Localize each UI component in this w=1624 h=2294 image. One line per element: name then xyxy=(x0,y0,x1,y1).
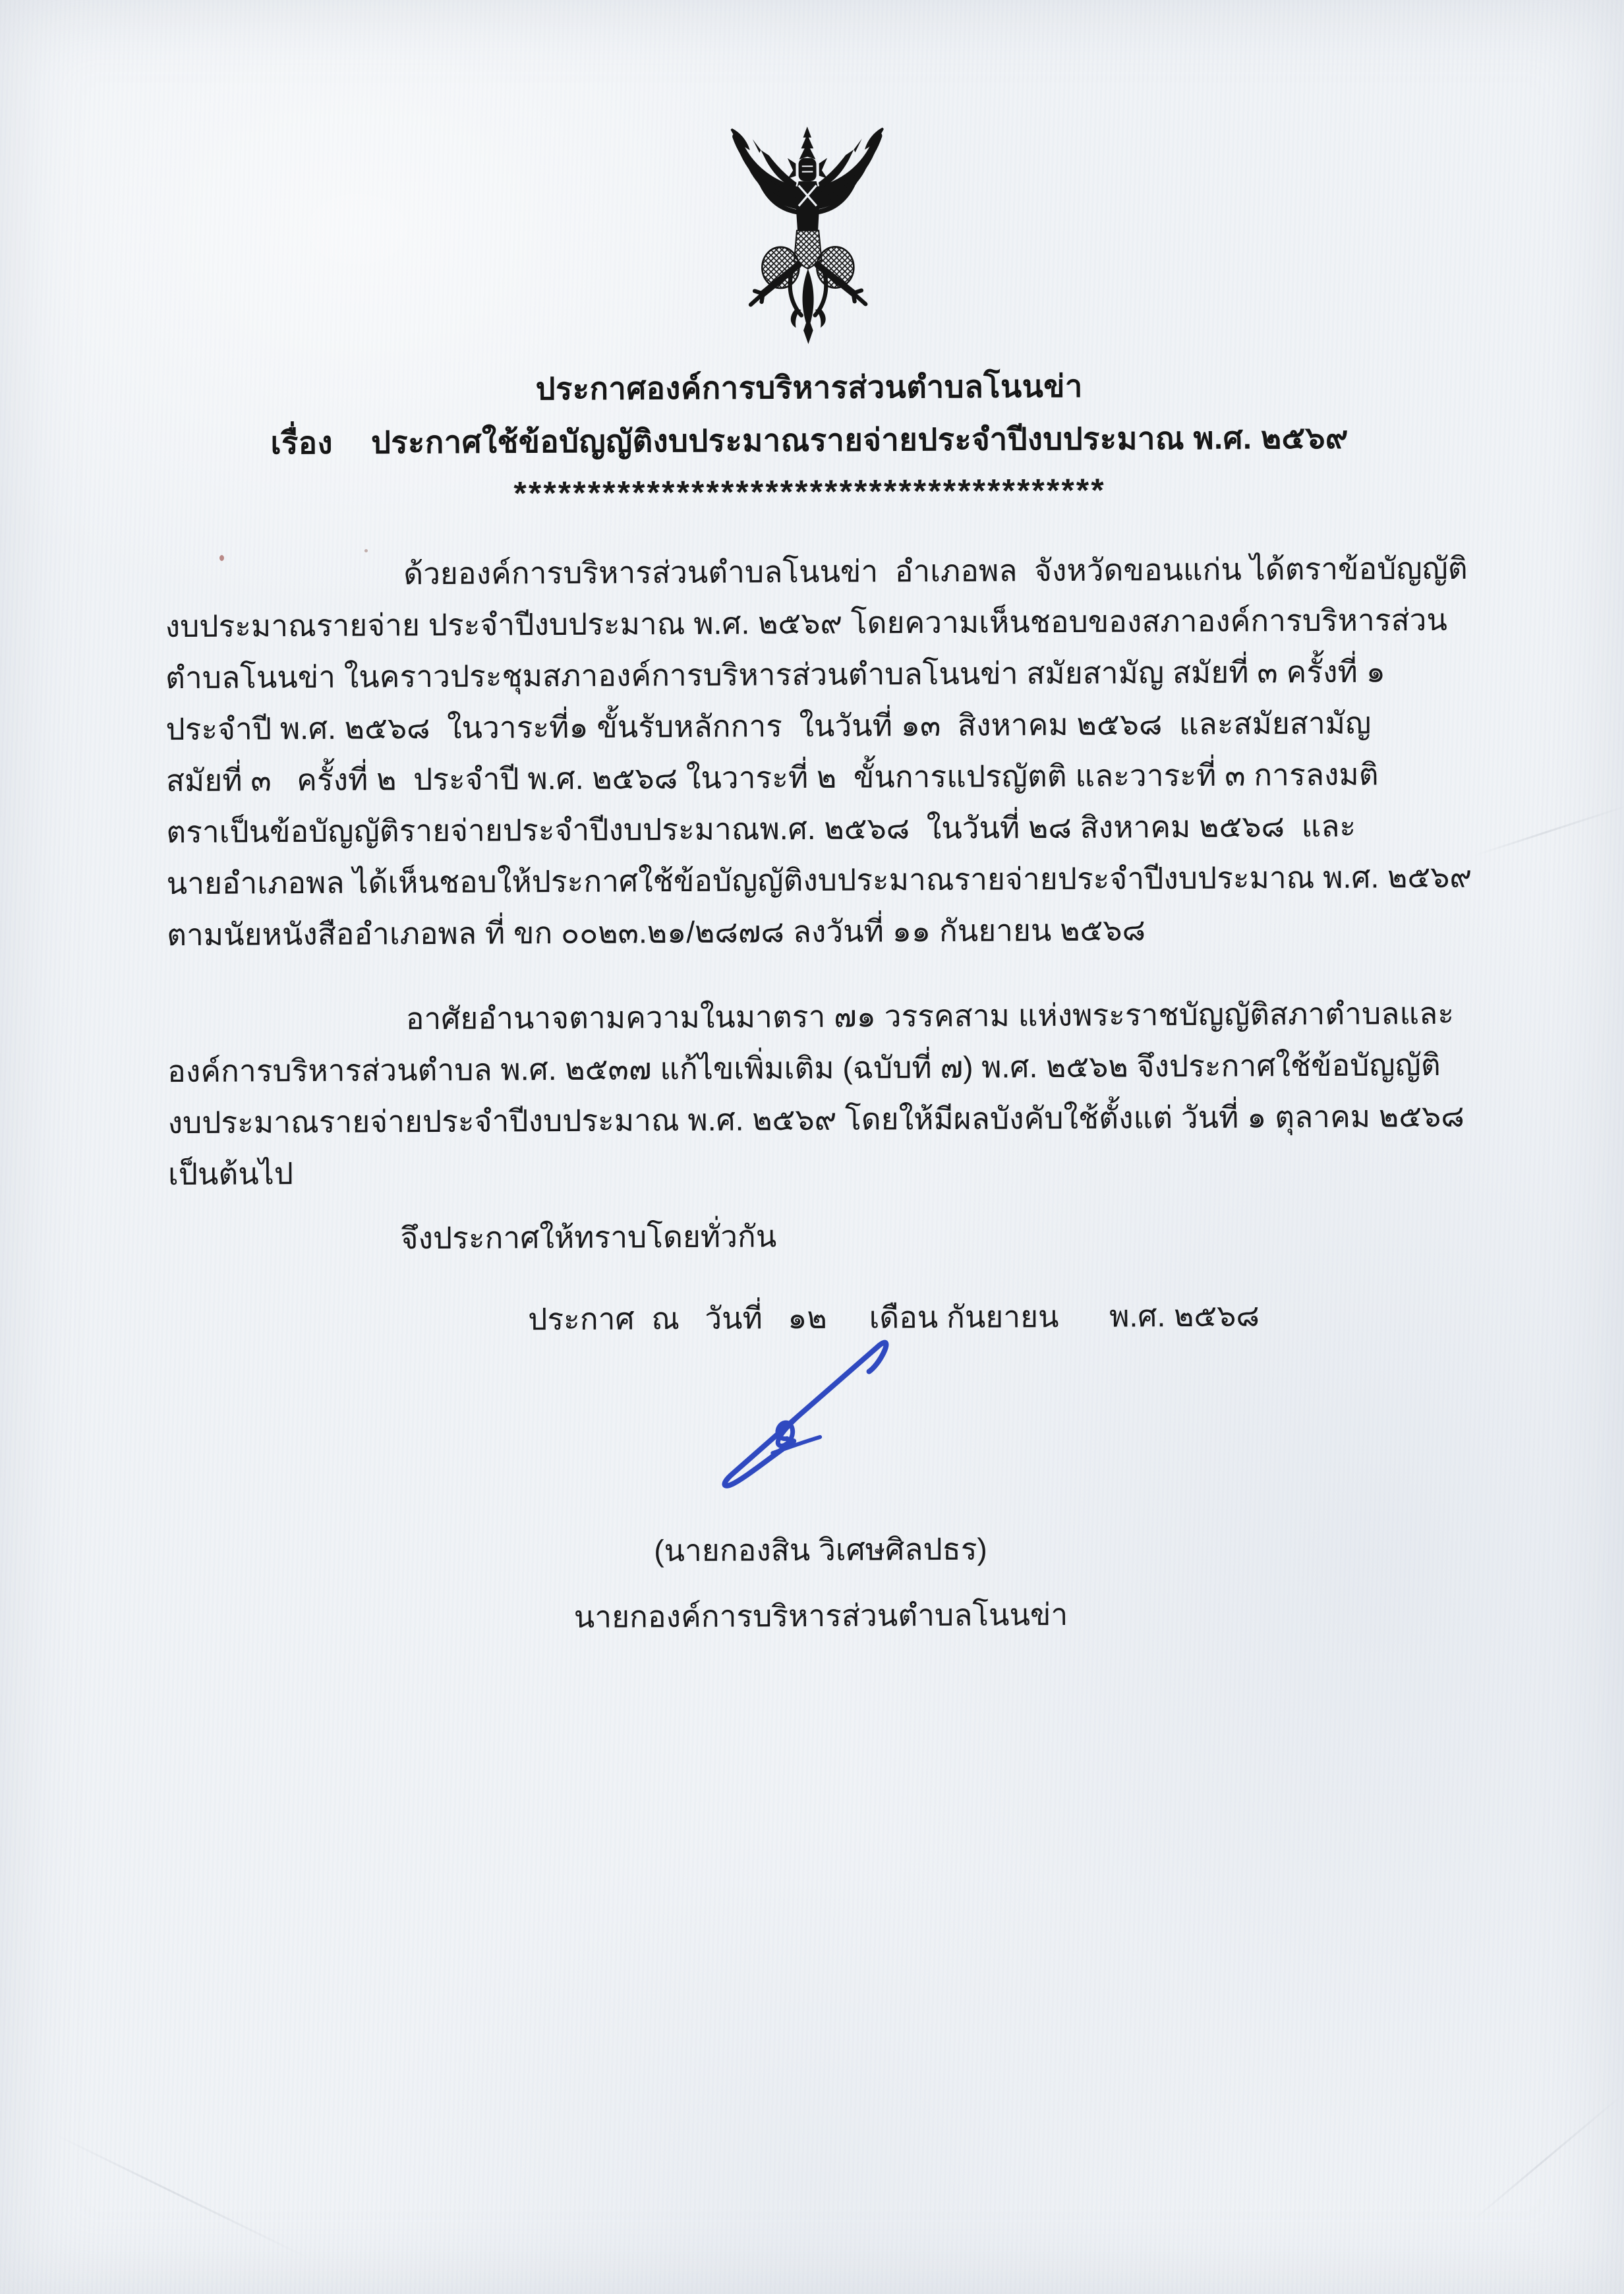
body-line: องค์การบริหารส่วนตำบล พ.ศ. ๒๕๓๗ แก้ไขเพิ่มเติม (ฉบับที่ ๗) พ.ศ. ๒๕๖๒ จึงประกาศใช้ข้อบัญญัติ xyxy=(167,1047,1441,1089)
org-title: ประกาศองค์การบริหารส่วนตำบลโนนข่า xyxy=(535,368,1084,407)
signature-ink xyxy=(694,1330,906,1492)
garuda-emblem-icon xyxy=(718,126,898,345)
paragraph-2 xyxy=(167,987,1480,1200)
body-line: ตำบลโนนข่า ในคราวประชุมสภาองค์การบริหารส่วนตำบลโนนข่า สมัยสามัญ สมัยที่ ๓ ครั้งที่ ๑ xyxy=(165,654,1385,695)
signer-position: นายกองค์การบริหารส่วนตำบลโนนข่า xyxy=(573,1597,1068,1634)
body-line: ตามนัยหนังสืออำเภอพล ที่ ขก ๐๐๒๓.๒๑/๒๘๗๘ ลงวันที่ ๑๑ กันยายน ๒๕๖๘ xyxy=(166,912,1146,953)
body-line: งบประมาณรายจ่ายประจำปีงบประมาณ พ.ศ. ๒๕๖๙ โดยให้มีผลบังคับใช้ตั้งแต่ วันที่ ๑ ตุลาคม ๒๕๖๘ xyxy=(167,1098,1464,1140)
signer-name: (นายกองสิน วิเศษศิลปธร) xyxy=(654,1531,987,1568)
body-line: ด้วยองค์การบริหารส่วนตำบลโนนข่า อำเภอพล จังหวัดขอนแก่น ได้ตราข้อบัญญัติ xyxy=(403,550,1468,591)
body-line: เป็นต้นไป xyxy=(167,1156,294,1192)
body-line: ตราเป็นข้อบัญญัติรายจ่ายประจำปีงบประมาณพ.ศ. ๒๕๖๘ ในวันที่ ๒๘ สิงหาคม ๒๕๖๘ และ xyxy=(166,808,1356,850)
subject-line xyxy=(0,410,1621,471)
asterisk-divider: **************************************** xyxy=(513,471,1106,512)
signature-stroke-main xyxy=(724,1343,886,1486)
paragraph-1 xyxy=(165,543,1478,960)
body-line: อาศัยอำนาจตามความในมาตรา ๗๑ วรรคสาม แห่งพระราชบัญญัติสภาตำบลและ xyxy=(405,995,1455,1036)
subject-label: เรื่อง xyxy=(270,425,334,461)
body-line: สมัยที่ ๓ ครั้งที่ ๒ ประจำปี พ.ศ. ๒๕๖๘ ในวาระที่ ๒ ขั้นการแปรญัตติ และวาระที่ ๓ การลงมติ xyxy=(165,757,1379,798)
body-line: นายอำเภอพล ได้เห็นชอบให้ประกาศใช้ข้อบัญญัติงบประมาณรายจ่ายประจำปีงบประมาณ พ.ศ. ๒๕๖๙ xyxy=(166,859,1472,901)
announcement-date-line: ประกาศ ณ วันที่ ๑๒ เดือน กันยายน พ.ศ. ๒๕๖๘ xyxy=(528,1298,1260,1337)
body-line: งบประมาณรายจ่าย ประจำปีงบประมาณ พ.ศ. ๒๕๖๙ โดยความเห็นชอบของสภาองค์การบริหารส่วน xyxy=(165,602,1448,644)
subject-text: ประกาศใช้ข้อบัญญัติงบประมาณรายจ่ายประจำปีงบประมาณ พ.ศ. ๒๕๖๙ xyxy=(370,419,1349,460)
title-block xyxy=(0,357,1622,517)
closing-line: จึงประกาศให้ทราบโดยทั่วกัน xyxy=(400,1219,777,1256)
body-line: ประจำปี พ.ศ. ๒๕๖๘ ในวาระที่๑ ขั้นรับหลักการ ในวันที่ ๑๓ สิงหาคม ๒๕๖๘ และสมัยสามัญ xyxy=(165,705,1372,747)
